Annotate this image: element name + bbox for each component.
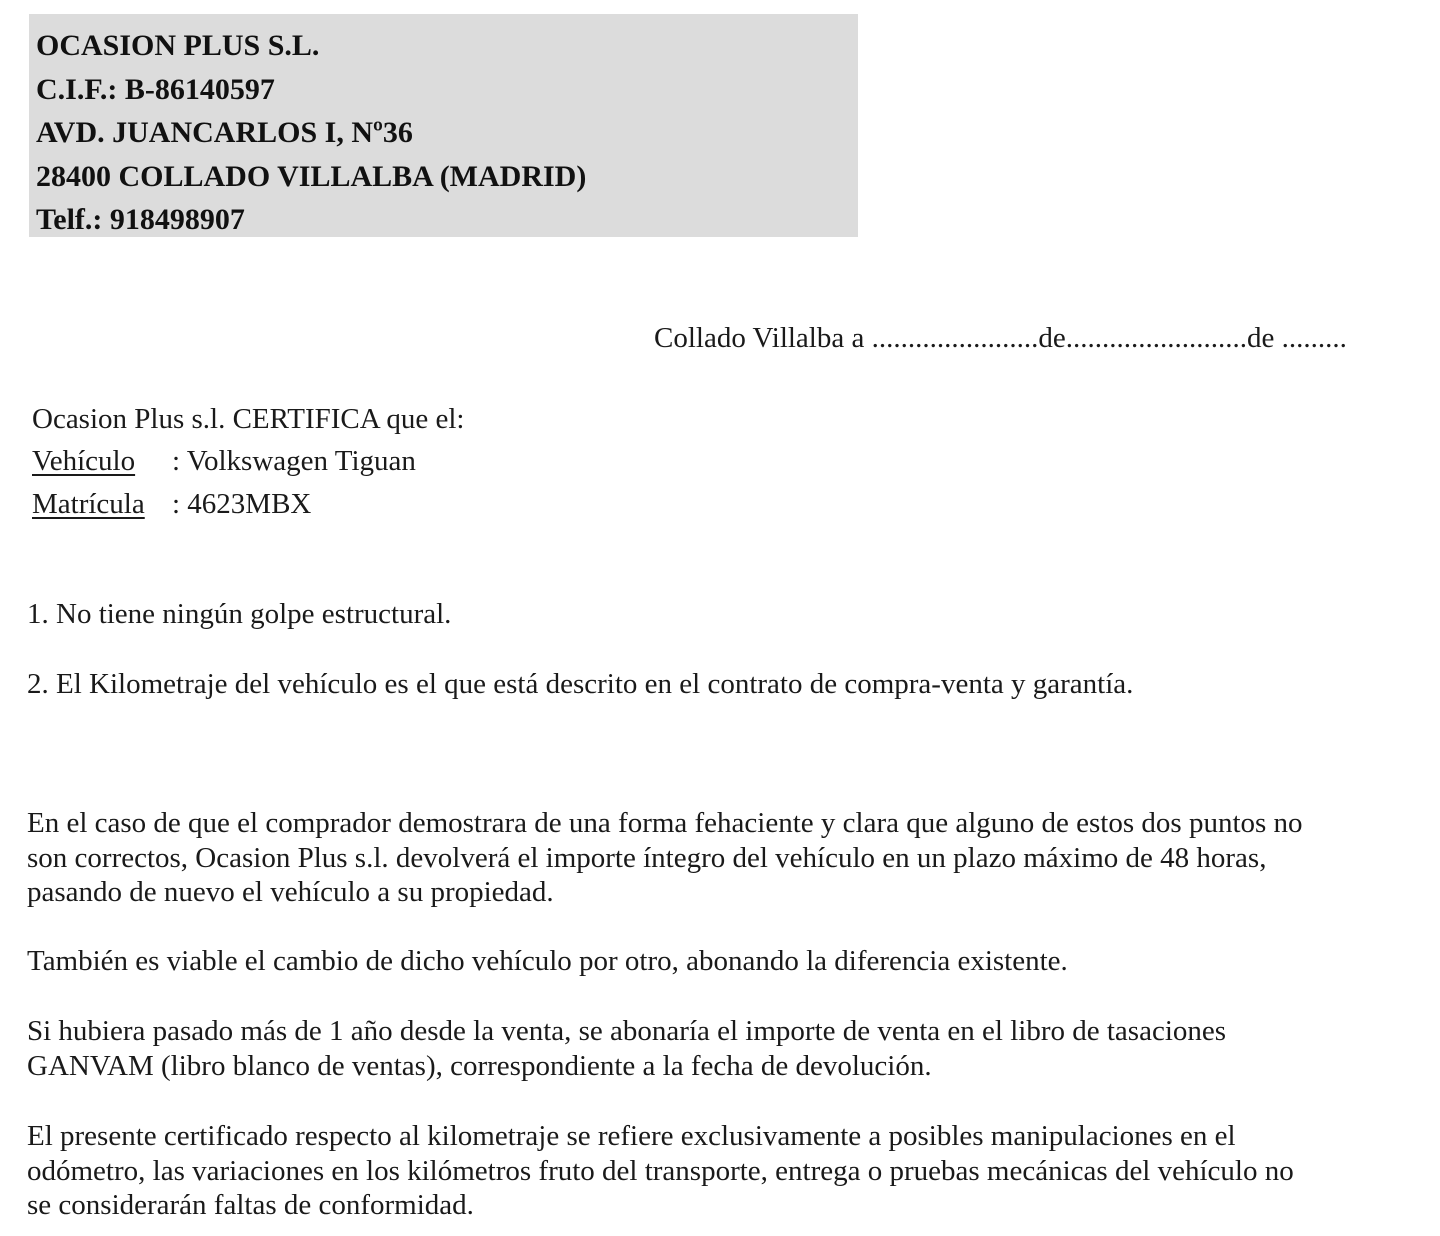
paragraph-line: Si hubiera pasado más de 1 año desde la venta, se abonaría el importe de venta en el libro de tasaciones — [27, 1015, 1227, 1047]
paragraph-line: se considerarán faltas de conformidad. — [27, 1189, 474, 1221]
plate-value: : 4623MBX — [172, 488, 312, 520]
company-address: AVD. JUANCARLOS I, Nº36 — [36, 116, 413, 149]
date-line: Collado Villalba a .......................de.........................de ......... — [654, 322, 1347, 354]
vehicle-label: Vehículo — [32, 445, 136, 477]
vehicle-row — [32, 441, 416, 481]
ganvam-paragraph — [27, 1014, 1417, 1083]
odometer-paragraph — [27, 1119, 1417, 1223]
paragraph-line: El presente certificado respecto al kilometraje se refiere exclusivamente a posibles manipulaciones en el — [27, 1120, 1236, 1152]
point-item: 1. No tiene ningún golpe estructural. — [27, 598, 452, 630]
certificate-intro: Ocasion Plus s.l. CERTIFICA que el: — [32, 403, 465, 435]
company-city: 28400 COLLADO VILLALBA (MADRID) — [36, 159, 587, 193]
plate-row — [32, 484, 311, 524]
company-header-box — [29, 14, 858, 237]
company-cif: C.I.F.: B-86140597 — [36, 72, 275, 106]
paragraph-line: En el caso de que el comprador demostrara de una forma fehaciente y clara que alguno de estos dos puntos no — [27, 807, 1303, 839]
exchange-paragraph — [27, 944, 1417, 979]
vehicle-value: : Volkswagen Tiguan — [172, 445, 416, 477]
company-name: OCASION PLUS S.L. — [36, 29, 320, 62]
return-paragraph — [27, 806, 1417, 910]
paragraph-line: pasando de nuevo el vehículo a su propiedad. — [27, 876, 554, 908]
paragraph-line: odómetro, las variaciones en los kilómetros fruto del transporte, entrega o pruebas mecánicas del vehículo no — [27, 1154, 1294, 1187]
company-phone: Telf.: 918498907 — [36, 203, 245, 236]
paragraph-line: GANVAM (libro blanco de ventas), correspondiente a la fecha de devolución. — [27, 1049, 932, 1082]
paragraph-line: También es viable el cambio de dicho vehículo por otro, abonando la diferencia existente. — [27, 945, 1068, 977]
paragraph-line: son correctos, Ocasion Plus s.l. devolverá el importe íntegro del vehículo en un plazo máximo de 48 horas, — [27, 841, 1267, 874]
plate-label: Matrícula — [32, 488, 145, 520]
point-item: 2. El Kilometraje del vehículo es el que está descrito en el contrato de compra-venta y garantía. — [27, 668, 1134, 700]
